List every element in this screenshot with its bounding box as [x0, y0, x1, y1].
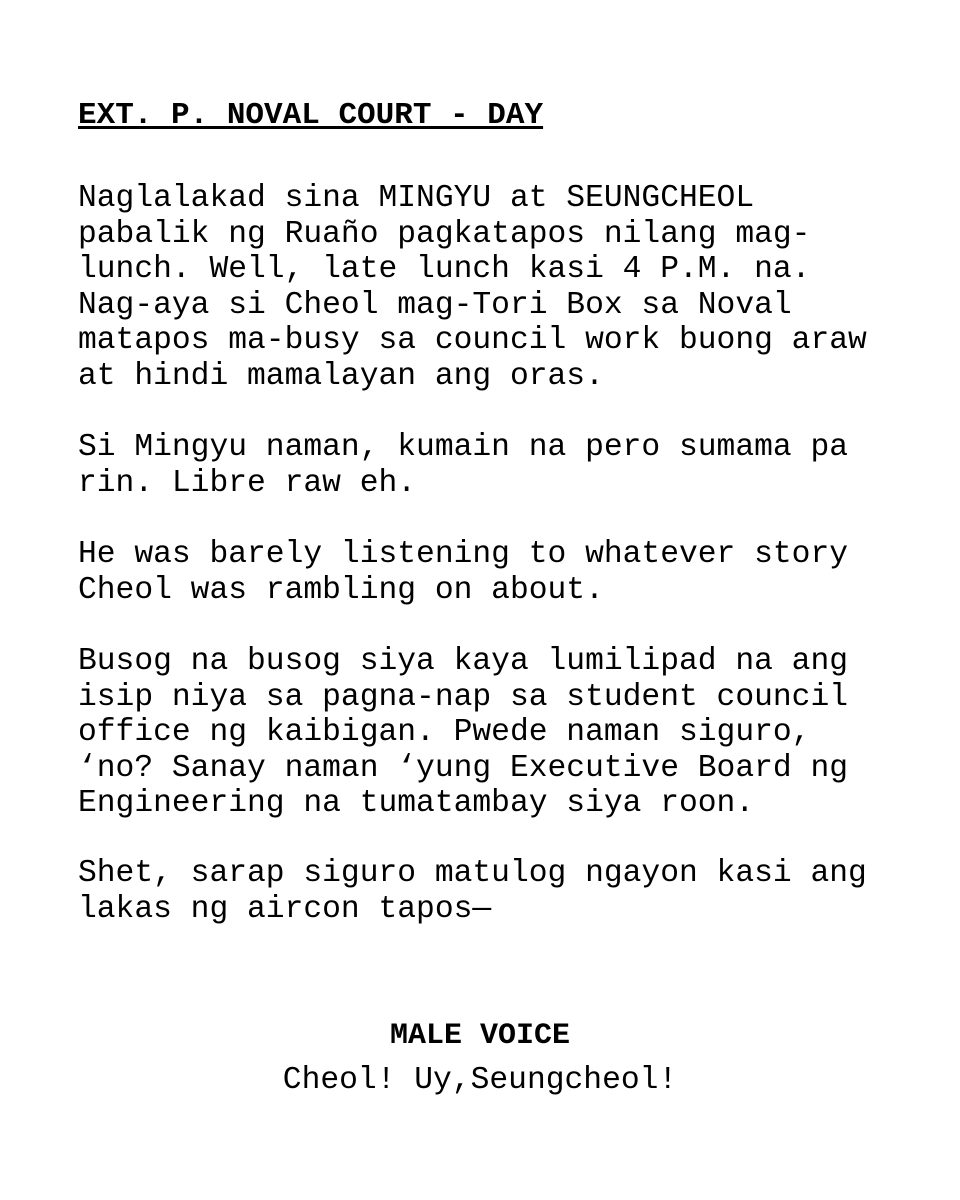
action-paragraph	[78, 644, 848, 822]
action-line: rin. Libre raw eh.	[78, 465, 417, 501]
action-line: at hindi mamalayan ang oras.	[78, 358, 604, 394]
action-line: Engineering na tumatambay siya roon.	[78, 786, 755, 821]
action-line: matapos ma-busy sa council work buong araw	[78, 323, 867, 358]
action-paragraph	[78, 430, 848, 501]
action-line: Si Mingyu naman, kumain na pero sumama pa	[78, 430, 849, 465]
action-line: office ng kaibigan. Pwede naman siguro,	[78, 715, 811, 750]
action-line: pabalik ng Ruaño pagkatapos nilang mag-	[78, 216, 811, 252]
action-line: Shet, sarap siguro matulog ngayon kasi ang	[78, 856, 867, 891]
action-line: ‘no? Sanay naman ‘yung Executive Board ng	[78, 750, 849, 786]
action-line: lunch. Well, late lunch kasi 4 P.M. na.	[78, 252, 811, 287]
action-paragraph	[78, 537, 848, 608]
action-line: He was barely listening to whatever story	[78, 537, 849, 572]
action-paragraph	[78, 856, 867, 927]
action-line: lakas ng aircon tapos—	[78, 891, 492, 927]
scene-heading: EXT. P. NOVAL COURT - DAY	[78, 98, 544, 133]
dialogue-line: Cheol! Uy,Seungcheol!	[282, 1063, 678, 1098]
action-line: Busog na busog siya kaya lumilipad na ang	[78, 644, 849, 679]
action-line: Cheol was rambling on about.	[78, 572, 604, 608]
action-line: Naglalakad sina MINGYU at SEUNGCHEOL	[78, 181, 755, 216]
action-line: isip niya sa pagna-nap sa student council	[78, 679, 849, 715]
action-paragraph	[78, 181, 867, 394]
action-line: Nag-aya si Cheol mag-Tori Box sa Noval	[78, 287, 792, 323]
character-name: MALE VOICE	[389, 1019, 571, 1053]
